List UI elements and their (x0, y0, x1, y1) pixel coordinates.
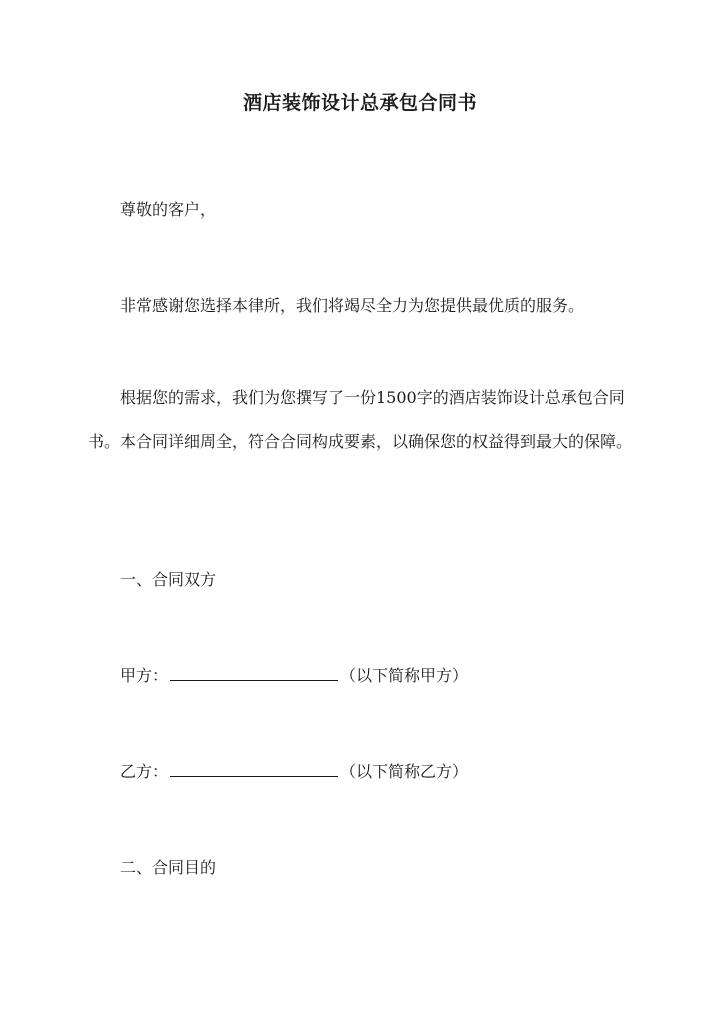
party-a-blank (170, 662, 338, 681)
party-b-suffix: （以下简称乙方） (340, 762, 469, 781)
section-heading-purpose: 二、合同目的 (120, 858, 217, 877)
party-a-suffix: （以下简称甲方） (340, 666, 469, 685)
intro-paragraph: 根据您的需求，我们为您撰写了一份1500字的酒店装饰设计总承包合同书。本合同详细周全，符合合同构成要素，以确保您的权益得到最大的保障。 (88, 388, 633, 451)
party-a-line (120, 654, 666, 698)
party-b-line (120, 750, 666, 794)
party-b-blank (170, 758, 338, 777)
party-b-label: 乙方： (120, 762, 169, 781)
party-a-label: 甲方： (120, 666, 169, 685)
greeting-line: 尊敬的客户， (120, 200, 217, 219)
thanks-paragraph: 非常感谢您选择本律所，我们将竭尽全力为您提供最优质的服务。 (120, 296, 585, 315)
section-heading-parties: 一、合同双方 (120, 570, 217, 589)
document-title: 酒店装饰设计总承包合同书 (242, 92, 477, 114)
